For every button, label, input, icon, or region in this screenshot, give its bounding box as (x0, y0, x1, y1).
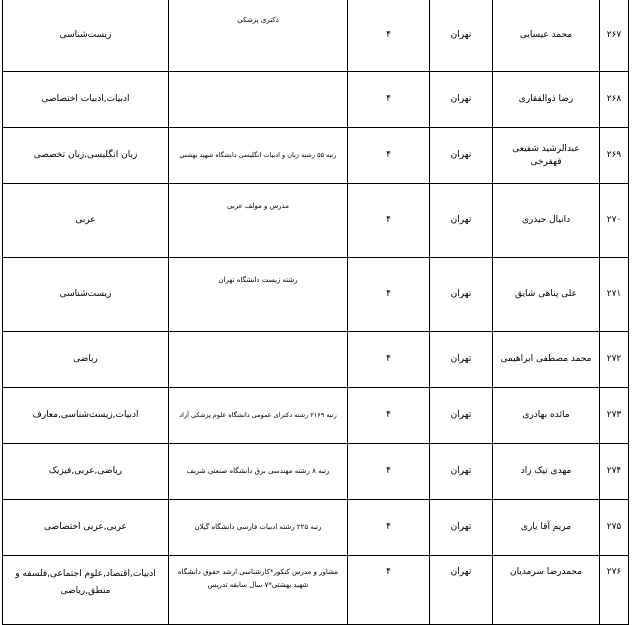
qualification: رشته زیست دانشگاه تهران (169, 258, 348, 332)
tutor-name: محمدرضا سرمدیان (493, 556, 600, 625)
tutor-name: رضا ذوالفقاری (493, 72, 600, 128)
city: تهران (430, 258, 493, 332)
row-number: ۲۶۸ (600, 72, 629, 128)
table-row (3, 72, 629, 128)
row-number: ۲۷۲ (600, 332, 629, 388)
subjects: زیست‌شناسی (3, 258, 169, 332)
city: تهران (430, 72, 493, 128)
table-row (3, 332, 629, 388)
qualification: مشاور و مدرس کنکور*کارشناسی ارشد حقوق دانشگاه شهید بهشتی*۷ سال سابقه تدریس (169, 556, 348, 625)
tutor-name: دانیال حیدری (493, 184, 600, 258)
row-number: ۲۶۹ (600, 128, 629, 184)
city: تهران (430, 0, 493, 72)
grade-code: ۴ (348, 500, 430, 556)
table-row (3, 0, 629, 72)
city: تهران (430, 388, 493, 444)
table-row (3, 500, 629, 556)
grade-code: ۴ (348, 332, 430, 388)
subjects: ادبیات,زیست‌شناسی,معارف (3, 388, 169, 444)
tutor-name: علی پناهی شایق (493, 258, 600, 332)
subjects: ریاضی,عربی,فیزیک (3, 444, 169, 500)
table-row (3, 444, 629, 500)
tutor-name: عبدالرشید شفیعی قهفرخی (493, 128, 600, 184)
table-row (3, 556, 629, 625)
city: تهران (430, 332, 493, 388)
table-row (3, 128, 629, 184)
grade-code: ۴ (348, 444, 430, 500)
subjects: ادبیات,اقتصاد,علوم اجتماعی,فلسفه و منطق,ریاضی (3, 556, 169, 625)
tutor-table (2, 0, 629, 625)
qualification (169, 332, 348, 388)
qualification: مدرس و مولف عربی (169, 184, 348, 258)
grade-code: ۴ (348, 258, 430, 332)
subjects: عربی (3, 184, 169, 258)
subjects: ریاضی (3, 332, 169, 388)
row-number: ۲۷۴ (600, 444, 629, 500)
grade-code: ۴ (348, 72, 430, 128)
qualification: رتبه ۲۲۵ رشته ادبیات فارسی دانشگاه گیلان (169, 500, 348, 556)
row-number: ۲۷۰ (600, 184, 629, 258)
table-row (3, 388, 629, 444)
city: تهران (430, 184, 493, 258)
row-number: ۲۶۷ (600, 0, 629, 72)
tutor-name: محمد عیسایی (493, 0, 600, 72)
subjects: عربی,عربی اختصاصی (3, 500, 169, 556)
qualification: دکتری پزشکی (169, 0, 348, 72)
tutor-name: محمد مصطفی ابراهیمی (493, 332, 600, 388)
row-number: ۲۷۳ (600, 388, 629, 444)
subjects: زیست‌شناسی (3, 0, 169, 72)
tutor-name: مهدی تیک زاد (493, 444, 600, 500)
row-number: ۲۷۵ (600, 500, 629, 556)
grade-code: ۴ (348, 0, 430, 72)
grade-code: ۴ (348, 388, 430, 444)
row-number: ۲۷۶ (600, 556, 629, 625)
qualification: رتبه ۵۵ رشته زبان و ادبیات انگلیسی دانشگاه شهید بهشتی (169, 128, 348, 184)
tutor-name: مائده بهادری (493, 388, 600, 444)
subjects: ادبیات,ادبیات اختصاصی (3, 72, 169, 128)
city: تهران (430, 500, 493, 556)
grade-code: ۴ (348, 184, 430, 258)
city: تهران (430, 556, 493, 625)
qualification: رتبه ۲۱۶۹ رشته دکترای عمومی دانشگاه علوم پزشکی آزاد (169, 388, 348, 444)
grade-code: ۴ (348, 128, 430, 184)
city: تهران (430, 128, 493, 184)
subjects: زبان انگلیسی,زبان تخصصی (3, 128, 169, 184)
city: تهران (430, 444, 493, 500)
row-number: ۲۷۱ (600, 258, 629, 332)
table-row (3, 258, 629, 332)
qualification: رتبه ۸ رشته مهندسی برق دانشگاه صنعتی شریف (169, 444, 348, 500)
tutor-name: مریم آقا یاری (493, 500, 600, 556)
qualification (169, 72, 348, 128)
table-row (3, 184, 629, 258)
grade-code: ۴ (348, 556, 430, 625)
